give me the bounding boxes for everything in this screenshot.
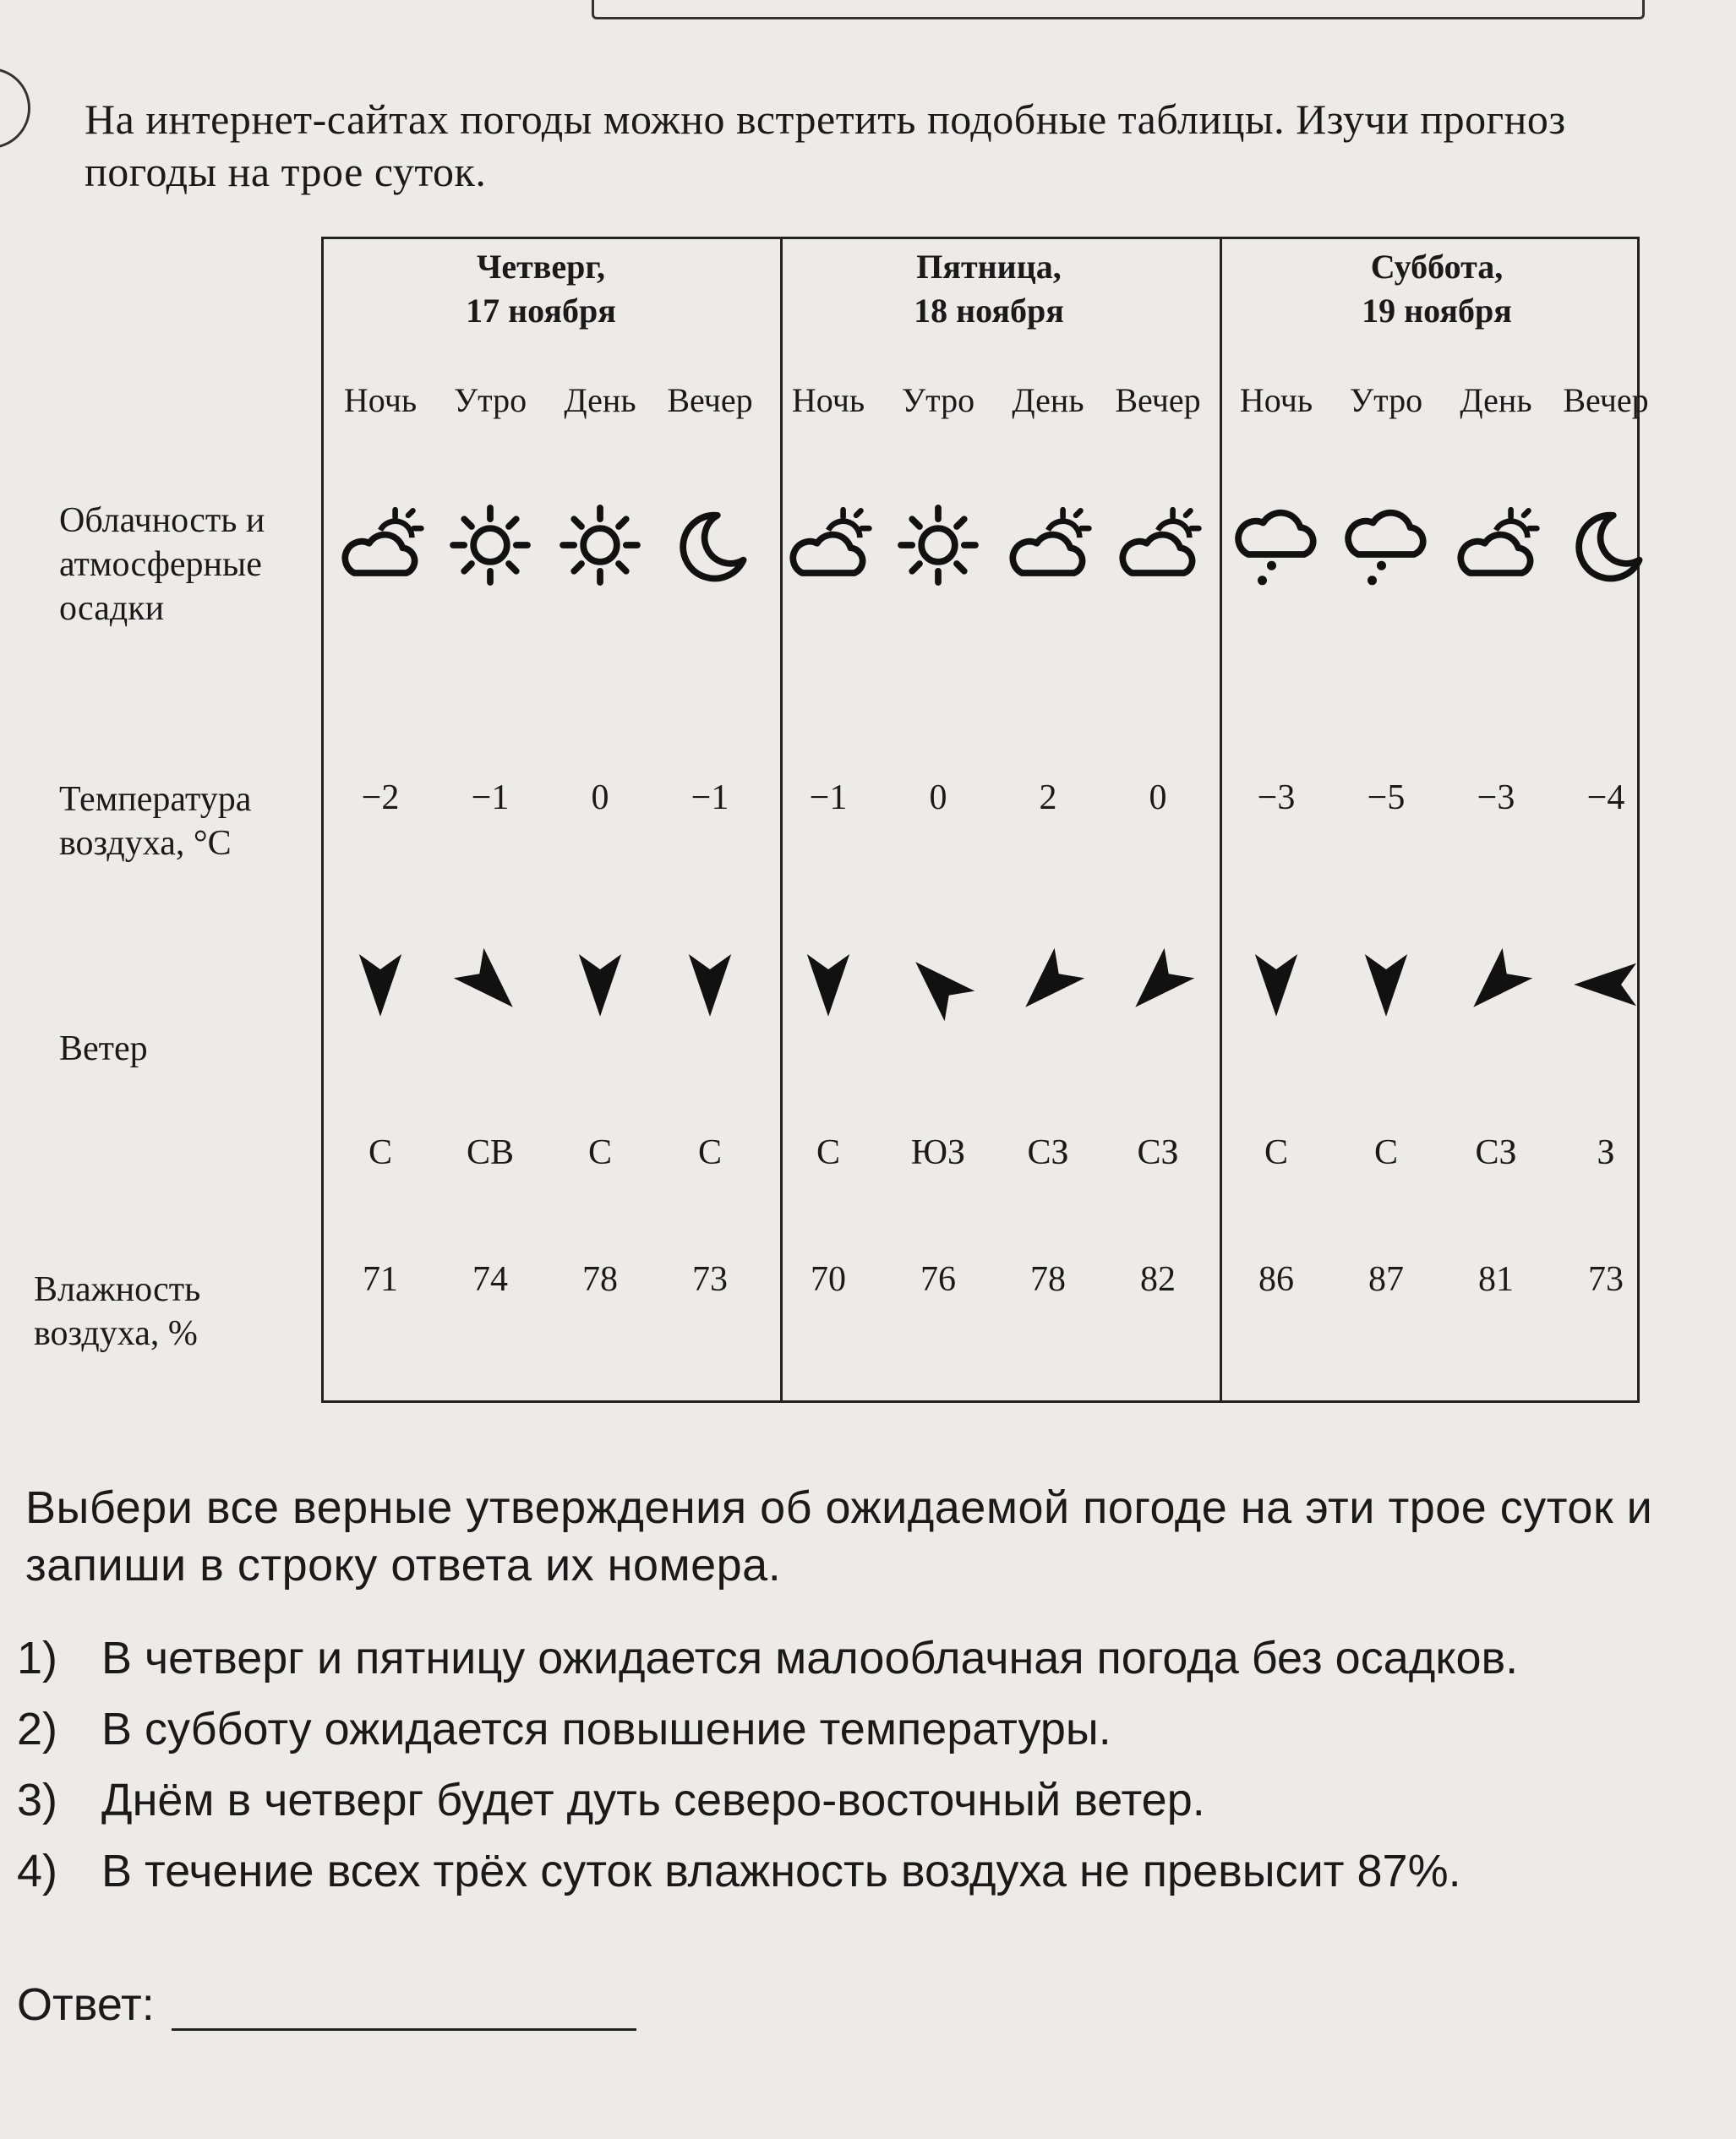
row-label-temp: Температура воздуха, °C <box>59 780 252 863</box>
humidity-value: 87 <box>1368 1260 1404 1299</box>
temp-value: −3 <box>1257 778 1296 817</box>
period-label: День <box>1460 381 1532 419</box>
option-3: 3) Днём в четверг будет дуть северо-восточный ветер. <box>17 1775 1205 1825</box>
wind-direction: С <box>1373 1133 1398 1172</box>
period-label: Ночь <box>791 381 865 419</box>
day-date: 19 ноября <box>1362 292 1512 330</box>
humidity-value: 78 <box>1030 1260 1066 1299</box>
wind-arrow-icon <box>1103 947 1213 1039</box>
question-text: Выбери все верные утверждения об ожидаемой погоде на эти трое суток и запиши в строку ответа их номера. <box>25 1482 1653 1591</box>
wind-direction: СЗ <box>1475 1133 1517 1172</box>
option-1: 1) В четверг и пятницу ожидается малооблачная погода без осадков. <box>17 1633 1519 1683</box>
humidity-value: 78 <box>582 1260 618 1299</box>
moon-icon <box>655 499 765 592</box>
temp-value: −1 <box>691 778 729 817</box>
temp-value: −1 <box>471 778 510 817</box>
task-intro: На интернет-сайтах погоды можно встретить подобные таблицы. Изучи прогноз погоды на трое суток. <box>85 95 1566 195</box>
period-label: Вечер <box>1563 381 1649 419</box>
humidity-value: 82 <box>1140 1260 1176 1299</box>
sun-icon <box>435 499 545 592</box>
moon-icon <box>1551 499 1661 592</box>
wind-direction: СЗ <box>1027 1133 1069 1172</box>
wind-direction: С <box>697 1133 722 1172</box>
wind-direction: СЗ <box>1137 1133 1179 1172</box>
wind-arrow-icon <box>993 947 1103 1039</box>
humidity-value: 73 <box>1588 1260 1624 1299</box>
humidity-value: 73 <box>692 1260 728 1299</box>
sun-cloud-icon <box>1103 499 1213 592</box>
period-label: Ночь <box>1239 381 1313 419</box>
wind-arrow-icon <box>435 947 545 1039</box>
wind-arrow-icon <box>655 947 765 1039</box>
answer-label: Ответ: <box>17 1979 155 2030</box>
sun-cloud-icon <box>325 499 435 592</box>
temp-value: −1 <box>809 778 848 817</box>
day-name: Пятница, <box>916 248 1062 286</box>
temp-value: −5 <box>1367 778 1406 817</box>
day-name: Четверг, <box>476 248 605 286</box>
period-label: День <box>564 381 636 419</box>
answer-row <box>17 1978 636 2031</box>
temp-value: −2 <box>361 778 400 817</box>
row-label-wind: Ветер <box>59 1029 148 1068</box>
humidity-value: 81 <box>1478 1260 1514 1299</box>
wind-arrow-icon <box>1331 947 1441 1039</box>
wind-direction: ЮЗ <box>910 1133 966 1172</box>
temp-value: 0 <box>929 778 947 817</box>
humidity-value: 74 <box>472 1260 508 1299</box>
wind-direction: С <box>816 1133 840 1172</box>
day-name: Суббота, <box>1370 248 1504 286</box>
wind-arrow-icon <box>773 947 883 1039</box>
wind-arrow-icon <box>1221 947 1331 1039</box>
sun-icon <box>545 499 655 592</box>
day-header <box>769 245 1209 333</box>
period-label: Ночь <box>343 381 418 419</box>
temp-value: 0 <box>591 778 609 817</box>
wind-direction: С <box>1264 1133 1288 1172</box>
wind-arrow-icon <box>1551 947 1661 1039</box>
sun-icon <box>883 499 993 592</box>
options-list <box>17 1623 1707 1907</box>
humidity-value: 86 <box>1258 1260 1294 1299</box>
option-4: 4) В течение всех трёх суток влажность воздуха не превысит 87%. <box>17 1846 1461 1896</box>
sun-cloud-icon <box>773 499 883 592</box>
period-label: Утро <box>453 381 527 419</box>
period-label: Утро <box>901 381 975 419</box>
wind-arrow-icon <box>545 947 655 1039</box>
wind-arrow-icon <box>883 947 993 1039</box>
wind-direction: С <box>587 1133 612 1172</box>
day-date: 17 ноября <box>466 292 616 330</box>
wind-arrow-icon <box>325 947 435 1039</box>
period-label: Вечер <box>667 381 753 419</box>
humidity-value: 71 <box>363 1260 398 1299</box>
wind-direction: СВ <box>466 1133 515 1172</box>
period-label: Утро <box>1349 381 1423 419</box>
temp-value: 0 <box>1149 778 1167 817</box>
day-header <box>1217 245 1657 333</box>
row-label-humidity: Влажность воздуха, % <box>34 1270 201 1353</box>
day-header <box>321 245 761 333</box>
sun-cloud-icon <box>1441 499 1551 592</box>
answer-field[interactable] <box>172 1978 636 2031</box>
wind-direction: З <box>1597 1133 1615 1172</box>
temp-value: 2 <box>1039 778 1057 817</box>
temp-value: −3 <box>1477 778 1515 817</box>
period-label: День <box>1012 381 1084 419</box>
humidity-value: 76 <box>920 1260 956 1299</box>
option-2: 2) В субботу ожидается повышение температуры. <box>17 1704 1111 1754</box>
temp-value: −4 <box>1586 778 1625 817</box>
previous-task-box <box>592 0 1645 19</box>
sun-cloud-icon <box>993 499 1103 592</box>
wind-direction: С <box>368 1133 392 1172</box>
snow-cloud-icon <box>1331 499 1441 592</box>
period-label: Вечер <box>1115 381 1201 419</box>
snow-cloud-icon <box>1221 499 1331 592</box>
day-date: 18 ноября <box>914 292 1064 330</box>
humidity-value: 70 <box>811 1260 846 1299</box>
row-label-cloud: Облачность и атмосферные осадки <box>59 501 265 628</box>
task-number-circle <box>0 68 30 149</box>
wind-arrow-icon <box>1441 947 1551 1039</box>
